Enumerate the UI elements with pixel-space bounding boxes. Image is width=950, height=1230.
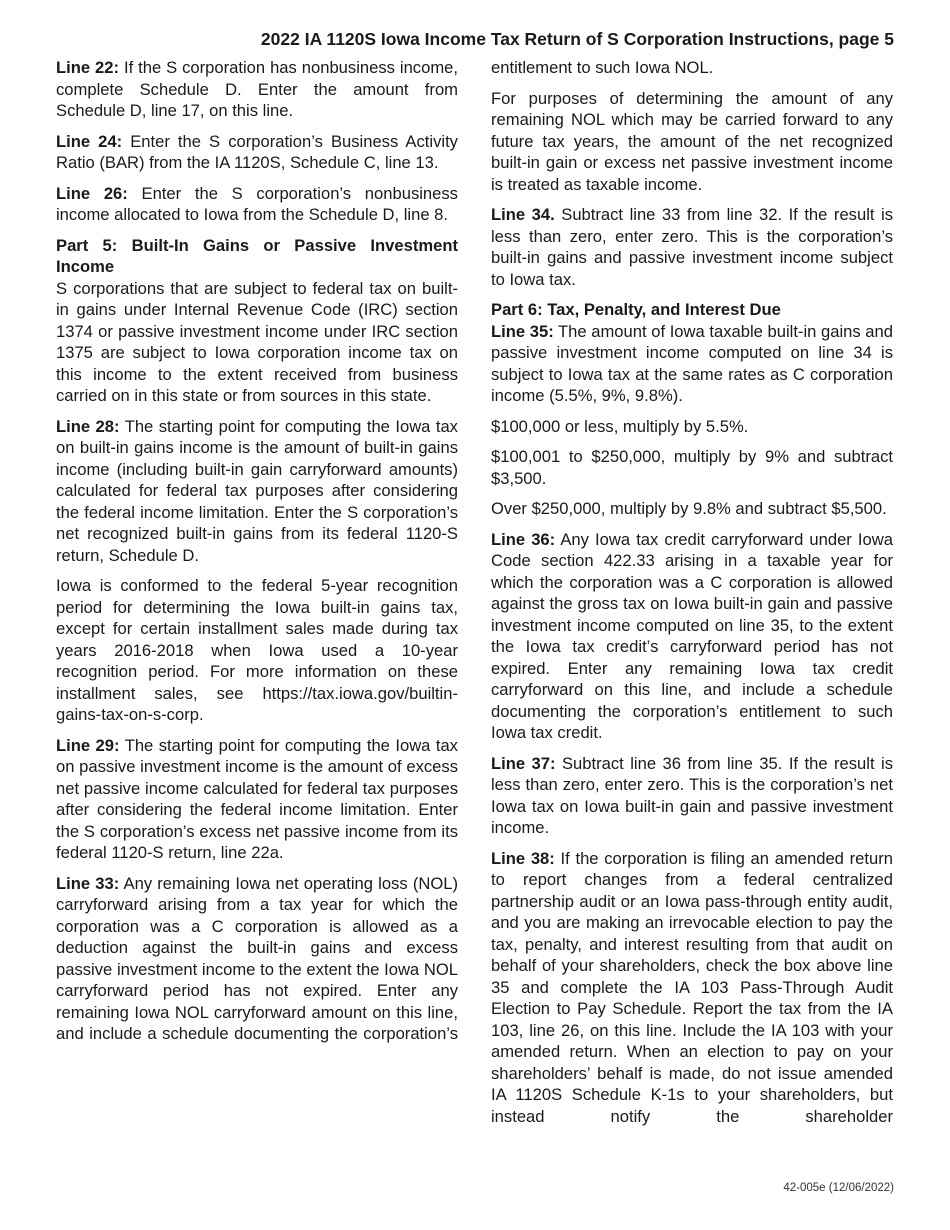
form-code: 42-005e (12/06/2022) — [783, 1182, 894, 1194]
line-35-text: The amount of Iowa taxable built-in gains and passive investment income computed on line 34 is subject to Iowa tax at the same rates as C corporation income (5.5%, 9%, 9.8%). — [491, 321, 893, 405]
left-column — [56, 57, 458, 1045]
conformity-paragraph — [56, 575, 458, 726]
line-38-paragraph — [491, 848, 893, 1128]
line-36-label: Line 36: — [491, 529, 556, 549]
line-33-label: Line 33: — [56, 873, 120, 893]
rate-bracket-2: $100,001 to $250,000, multiply by 9% and subtract $3,500. — [491, 447, 893, 488]
line-34-paragraph — [491, 204, 893, 290]
line-26-paragraph — [56, 183, 458, 226]
line-26-text: Enter the S corporation’s nonbusiness income allocated to Iowa from the Schedule D, line 8. — [56, 183, 458, 224]
line-29-label: Line 29: — [56, 735, 120, 755]
line-26-label: Line 26: — [56, 183, 128, 203]
line-35-paragraph — [491, 321, 893, 407]
line-37-label: Line 37: — [491, 753, 556, 773]
rate-bracket-3: Over $250,000, multiply by 9.8% and subtract $5,500. — [491, 499, 887, 518]
line-22-label: Line 22: — [56, 58, 120, 77]
builtin-gains-link[interactable]: https://tax.iowa.gov/builtin-gains-tax-on-s-corp — [56, 683, 458, 724]
conformity-text: Iowa is conformed to the federal 5-year recognition period for determining the Iowa built-in gains tax, except for certain installment sales made during tax years 2016-2018 when Iowa used a 10-year recognition period. For more information on these installment sales, see — [56, 576, 458, 703]
right-column — [491, 57, 893, 1127]
line-22-paragraph — [56, 57, 458, 122]
nol-purpose-paragraph: For purposes of determining the amount of any remaining NOL which may be carried forward to any future tax years, the amount of the net recognized built-in gain or excess net passive investment income is treated as taxable income. — [491, 88, 893, 194]
line-38-text: If the corporation is filing an amended return to report changes from a federal centralized partnership audit or an Iowa pass-through entity audit, and you are making an irrevocable election to pay the tax, penalty, and interest resulting from that audit on behalf of your shareholders, check the box above line 35 and complete the IA 103 Pass-Through Audit Election to Pay Schedule. Report the tax from the IA 103, line 26, on this line. Include the IA 103 with your amended return. When an election to pay on your shareholders’ behalf is made, do not issue amended IA 1120S Schedule K-1s to your shareholders, but instead notify the shareholder — [491, 848, 893, 1126]
line-33-paragraph — [56, 873, 458, 1045]
conformity-end: . — [198, 705, 204, 724]
line-24-paragraph — [56, 131, 458, 174]
part-5-heading: Part 5: Built-In Gains or Passive Investment Income — [56, 235, 458, 276]
line-38-label: Line 38: — [491, 848, 555, 868]
line-37-text: Subtract line 36 from line 35. If the result is less than zero, enter zero. This is the corporation’s net Iowa tax on Iowa built-in gain and passive investment income. — [491, 753, 893, 837]
line-29-text: The starting point for computing the Iowa tax on passive investment income is the amount of excess net passive income calculated for federal tax purposes after considering the federal income limitation. Enter the S corporation’s excess net passive income from its federal 1120-S return, line 22a. — [56, 735, 458, 862]
part-6-heading: Part 6: Tax, Penalty, and Interest Due — [491, 300, 781, 319]
line-36-paragraph — [491, 529, 893, 744]
line-33-text: Any remaining Iowa net operating loss (NOL) carryforward arising from a tax year for which the corporation was a C corporation is allowed as a deduction against the built-in gains and excess passive investment income to the extent the Iowa NOL carryforward period has not expired. Enter any remaining Iowa NOL carryforward amount on this line, and include a schedule documenting the corporation’s — [56, 873, 458, 1043]
page-title: 2022 IA 1120S Iowa Income Tax Return of S Corporation Instructions, page 5 — [260, 29, 894, 49]
line-28-paragraph — [56, 416, 458, 567]
line-28-text: The starting point for computing the Iowa tax on built-in gains income is the amount of built-in gains income (including built-in gain carryforward amounts) calculated for federal tax purposes after considering the federal income limitation. Enter the S corporation’s net recognized built-in gains from its federal 1120-S return, Schedule D. — [56, 416, 458, 565]
line-34-text: Subtract line 33 from line 32. If the result is less than zero, enter zero. This is the corporation’s built-in gains and passive investment income subject to Iowa tax. — [491, 205, 894, 289]
line-37-paragraph — [491, 753, 893, 839]
part-5-paragraph: S corporations that are subject to federal tax on built-in gains under Internal Revenue Code (IRC) section 1374 or passive investment income under IRC section 1375 are subject to Iowa corporation income tax on this income to the extent received from business carried on in this state or from sources in this state. — [56, 278, 458, 405]
rate-bracket-1: $100,000 or less, multiply by 5.5%. — [491, 416, 749, 436]
line-24-text: Enter the S corporation’s Business Activity Ratio (BAR) from the IA 1120S, Schedule C, line 13. — [56, 131, 458, 172]
line-34-label: Line 34. — [491, 205, 555, 224]
line-36-text: Any Iowa tax credit carryforward under Iowa Code section 422.33 arising in a taxable year for which the corporation was a C corporation is allowed against the gross tax on Iowa built-in gain and passive investment income computed on line 35, to the extent the Iowa tax credit’s carryforward period has not expired. Enter any remaining Iowa tax credit carryforward on this line, and include a schedule documenting the corporation’s entitlement to such Iowa tax credit. — [491, 529, 893, 742]
line-28-label: Line 28: — [56, 416, 120, 436]
line-22-text: If the S corporation has nonbusiness income, complete Schedule D. Enter the amount from Schedule D, line 17, on this line. — [56, 58, 458, 120]
line-29-paragraph — [56, 735, 458, 864]
nol-continuation: entitlement to such Iowa NOL. — [491, 58, 714, 77]
line-35-label: Line 35: — [491, 321, 554, 341]
line-24-label: Line 24: — [56, 131, 123, 151]
